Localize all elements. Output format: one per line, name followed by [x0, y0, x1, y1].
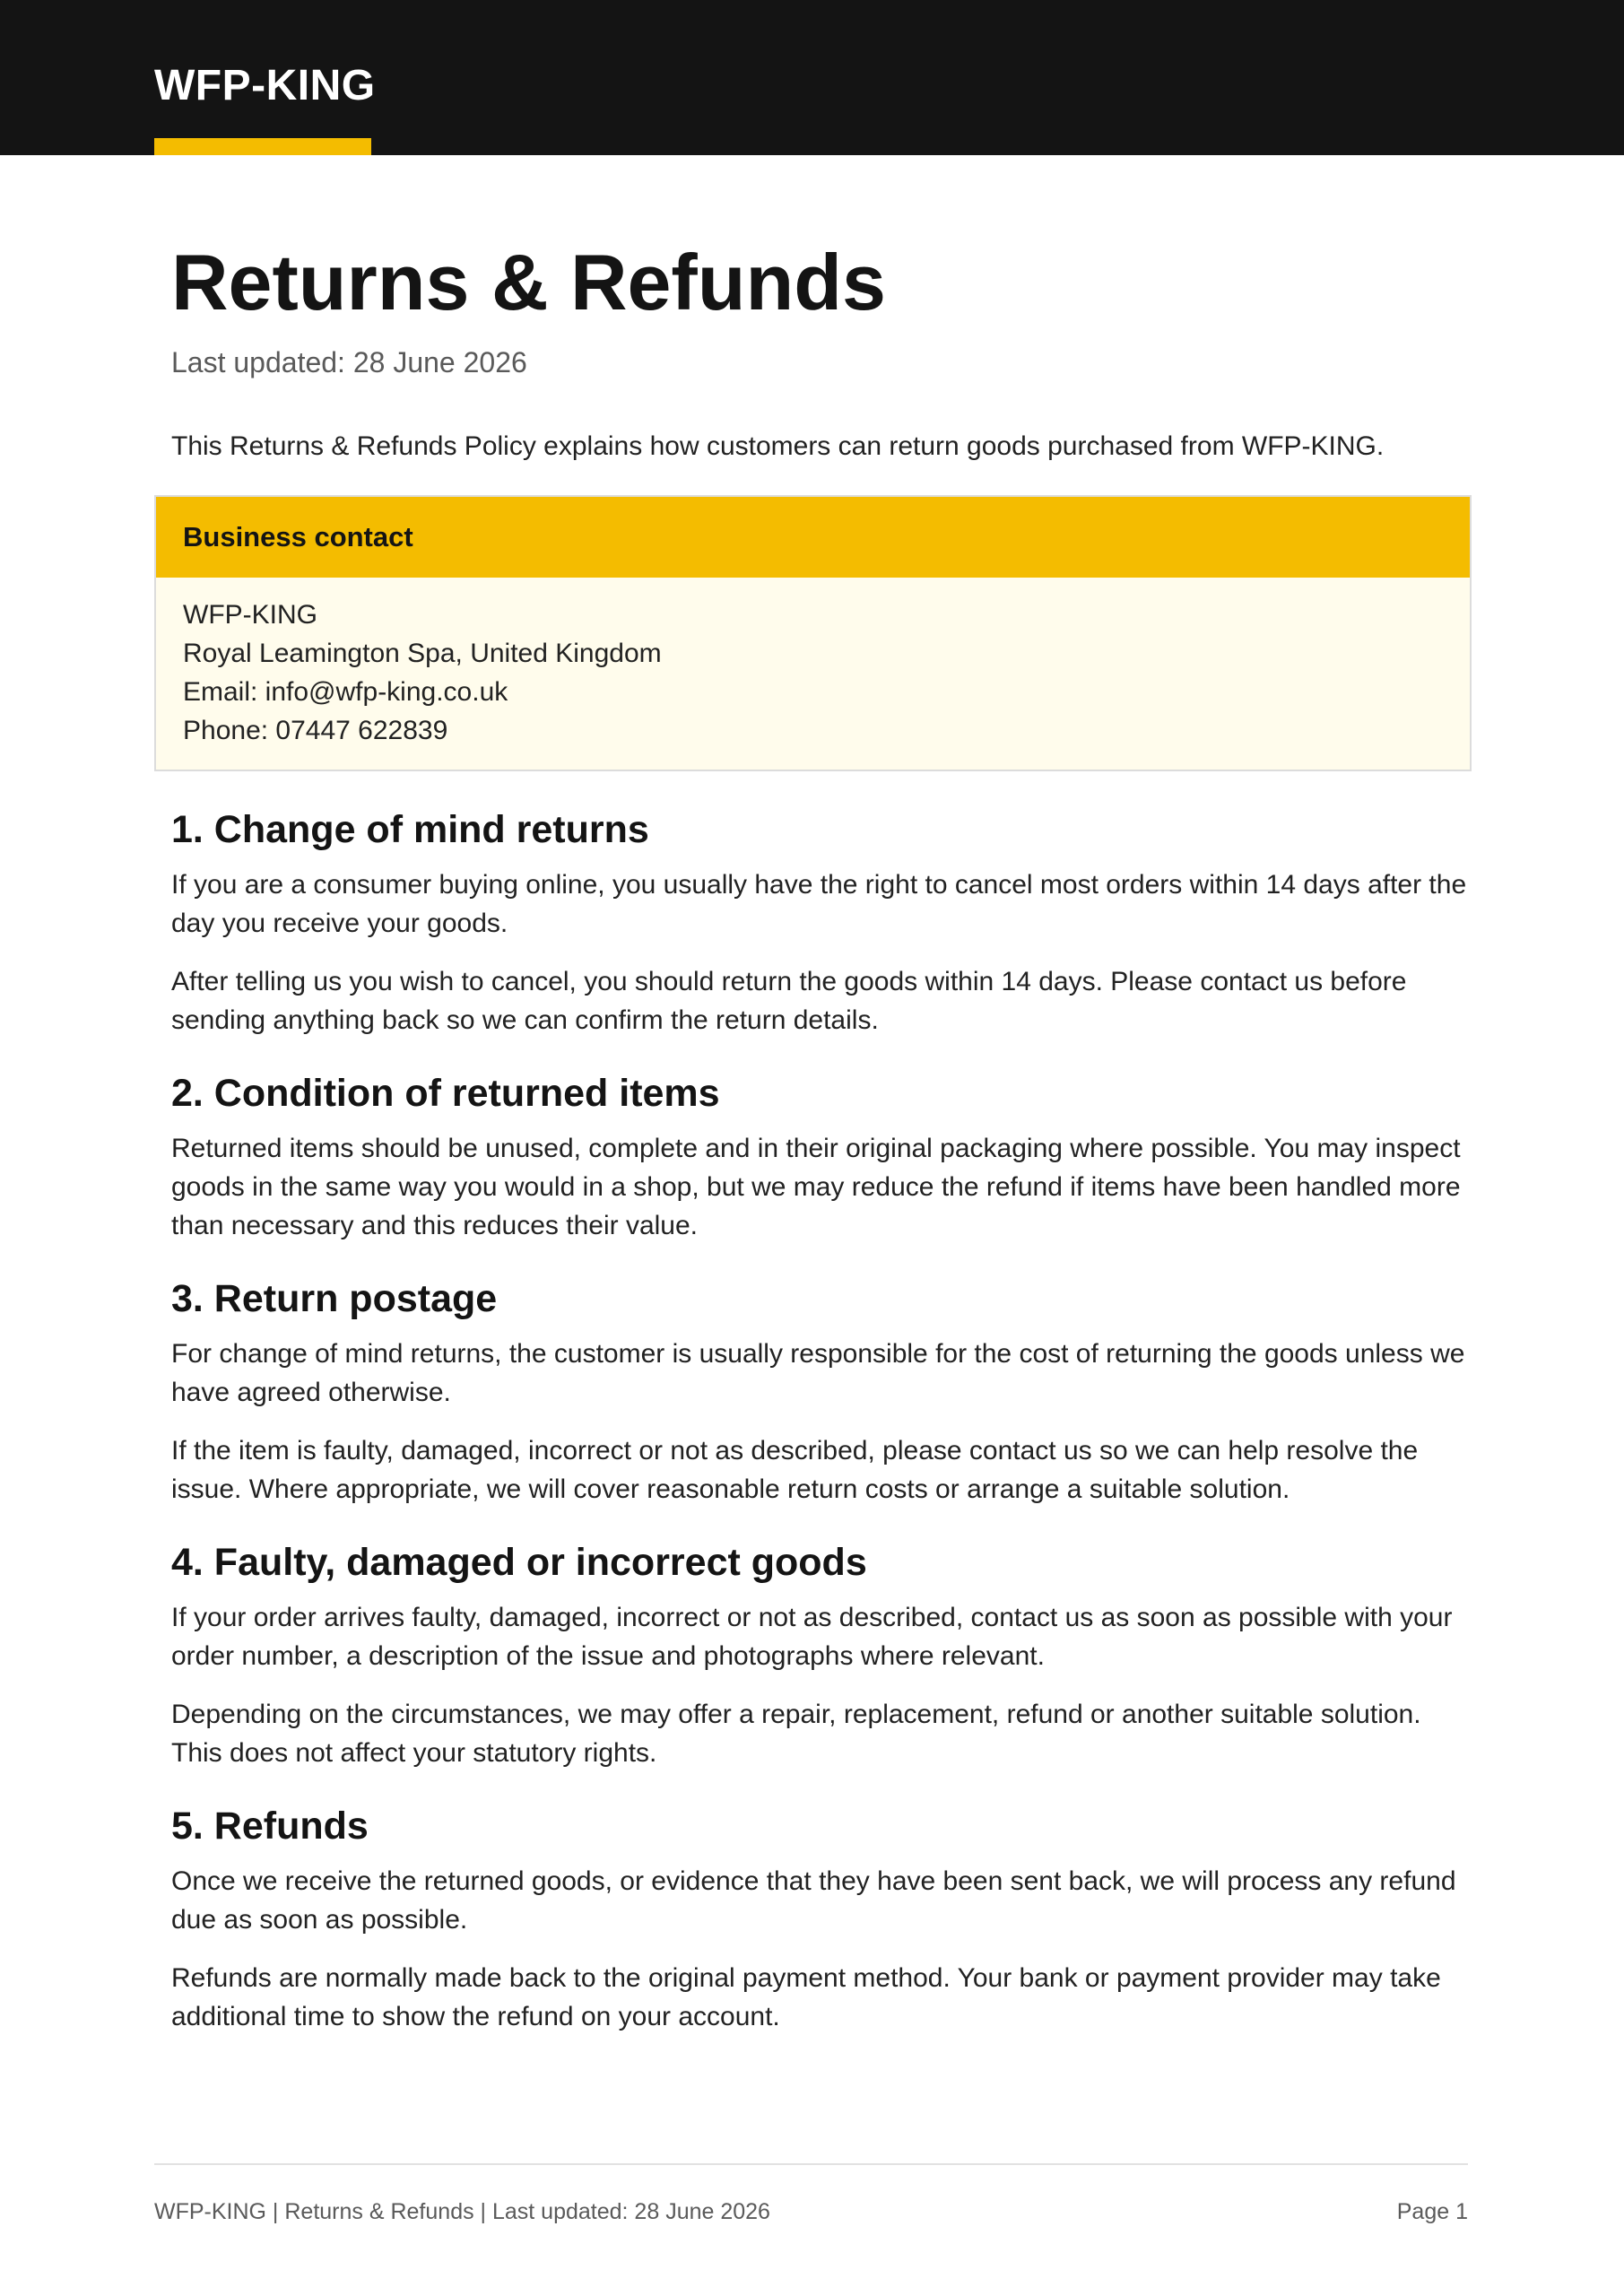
section-heading: 4. Faulty, damaged or incorrect goods — [171, 1541, 867, 1584]
contact-line-phone: Phone: 07447 622839 — [183, 716, 448, 745]
policy-sections — [171, 803, 1470, 2036]
section-paragraph: If your order arrives faulty, damaged, incorrect or not as described, contact us as soon as possible with your order number, a description of the issue and photographs where relevant. — [171, 1603, 1453, 1671]
contact-heading: Business contact — [156, 497, 1470, 578]
section-condition — [171, 1066, 1470, 1245]
footer-divider — [154, 2163, 1468, 2165]
business-contact-box — [154, 495, 1472, 771]
brand-logo-text[interactable]: WFP-KING — [154, 62, 376, 109]
section-paragraph: Once we receive the returned goods, or evidence that they have been sent back, we will process any refund due as soon as possible. — [171, 1866, 1456, 1935]
section-paragraph: If the item is faulty, damaged, incorrect or not as described, please contact us so we can help resolve the issue. Where appropriate, we will cover reasonable return costs or arrange a suitable solution. — [171, 1436, 1419, 1504]
page-title: Returns & Refunds — [171, 238, 886, 326]
section-heading: 5. Refunds — [171, 1805, 369, 1848]
page-intro — [171, 233, 1470, 465]
section-paragraph: Depending on the circumstances, we may offer a repair, replacement, refund or another suitable solution. This does not affect your statutory rights. — [171, 1700, 1421, 1768]
section-heading: 3. Return postage — [171, 1277, 498, 1320]
section-paragraph: For change of mind returns, the customer is usually responsible for the cost of returning the goods unless we have agreed otherwise. — [171, 1339, 1465, 1407]
section-faulty-goods — [171, 1535, 1470, 1772]
contact-line-email: Email: info@wfp-king.co.uk — [183, 677, 508, 707]
section-heading: 1. Change of mind returns — [171, 808, 649, 851]
section-return-postage — [171, 1272, 1470, 1509]
section-refunds — [171, 1799, 1470, 2036]
section-change-of-mind — [171, 803, 1470, 1039]
page-number: Page 1 — [1396, 2199, 1468, 2224]
contact-details — [156, 578, 1470, 770]
section-heading: 2. Condition of returned items — [171, 1072, 720, 1115]
site-header — [0, 0, 1624, 155]
last-updated: Last updated: 28 June 2026 — [171, 346, 527, 378]
contact-line-address: Royal Leamington Spa, United Kingdom — [183, 639, 662, 668]
section-paragraph: After telling us you wish to cancel, you should return the goods within 14 days. Please contact us before sending anything back so we can confirm the return details. — [171, 967, 1407, 1035]
intro-paragraph: This Returns & Refunds Policy explains how customers can return goods purchased from WFP-KING. — [171, 431, 1385, 461]
brand-accent-bar — [154, 138, 371, 155]
section-paragraph: If you are a consumer buying online, you usually have the right to cancel most orders within 14 days after the day you receive your goods. — [171, 870, 1467, 938]
footer-text: WFP-KING | Returns & Refunds | Last updated: 28 June 2026 — [154, 2199, 770, 2224]
section-paragraph: Returned items should be unused, complete and in their original packaging where possible. You may inspect goods in the same way you would in a shop, but we may reduce the refund if items have been handled more than necessary and this reduces their value. — [171, 1134, 1461, 1240]
contact-line-name: WFP-KING — [183, 600, 317, 630]
section-paragraph: Refunds are normally made back to the original payment method. Your bank or payment provider may take additional time to show the refund on your account. — [171, 1963, 1441, 2031]
